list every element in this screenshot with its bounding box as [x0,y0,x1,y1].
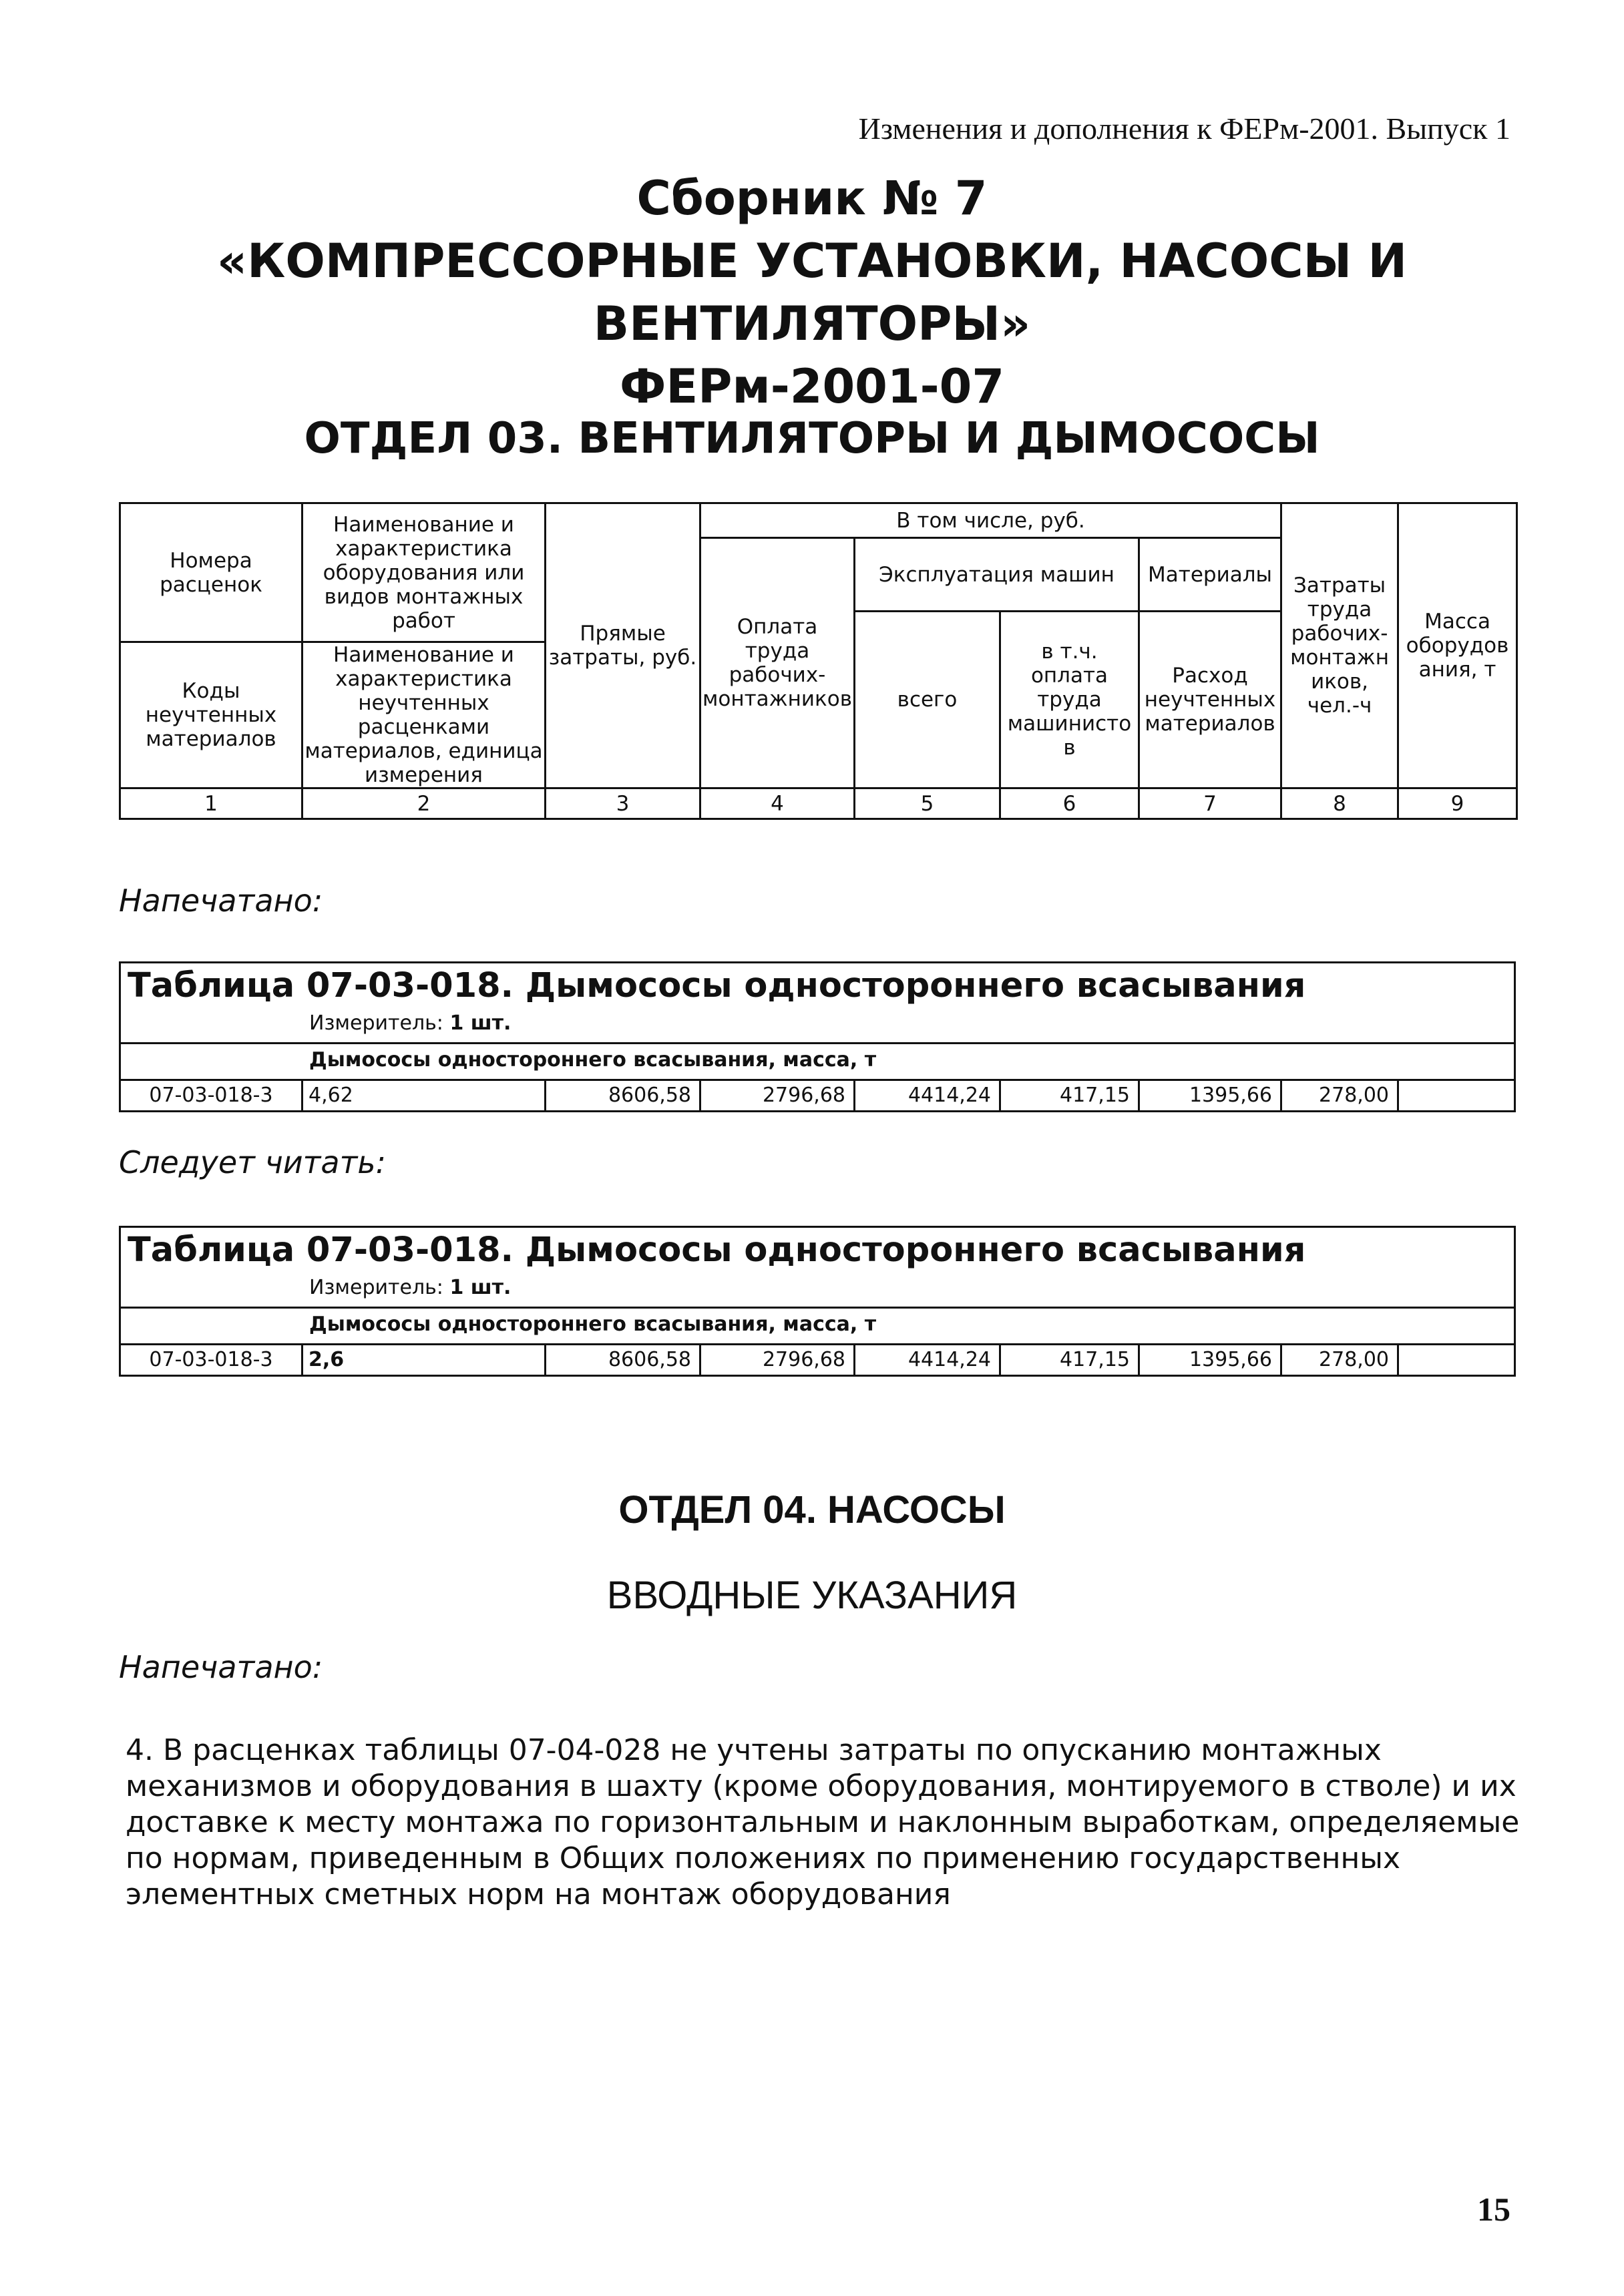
cell-mass [1399,1081,1514,1110]
col-number-8: 8 [1281,788,1398,819]
cell-labor-pay: 2796,68 [701,1081,855,1110]
cell-operator-pay: 417,15 [1001,1345,1140,1375]
cell-mass-param: 2,6 [303,1345,546,1375]
table-printed-unit-label: Измеритель: [309,1011,443,1035]
col-number-7: 7 [1139,788,1281,819]
cell-labor-costs: 278,00 [1282,1081,1399,1110]
running-header: Изменения и дополнения к ФЕРм-2001. Выпуск 1 [858,111,1510,146]
table-printed-subtitle: Дымососы одностороннего всасывания, масса, т [309,1048,877,1072]
header-unaccounted-codes: Коды неучтенных материалов [120,642,302,788]
cell-labor-costs: 278,00 [1282,1345,1399,1375]
cell-mass [1399,1345,1514,1375]
header-materials: Материалы [1139,538,1281,612]
collection-title [0,167,1624,418]
printed-label-2: Напечатано: [119,1649,323,1685]
should-read-label: Следует читать: [119,1144,387,1180]
table-correct-unit-label: Измеритель: [309,1276,443,1299]
cell-operator-pay: 417,15 [1001,1081,1140,1110]
cell-machines-total: 4414,24 [855,1345,1001,1375]
column-header-table [119,502,1518,820]
header-codes: Номера расценок [120,503,302,642]
table-printed-title: Таблица 07-03-018. Дымососы одностороннего всасывания [128,966,1306,1005]
col-number-5: 5 [855,788,1000,819]
col-number-2: 2 [302,788,546,819]
section-03-title: ОТДЕЛ 03. ВЕНТИЛЯТОРЫ И ДЫМОСОСЫ [304,414,1320,463]
header-labor-pay: Оплата труда рабочих-монтажников [700,538,855,788]
section-04-subtitle: ВВОДНЫЕ УКАЗАНИЯ [606,1574,1018,1617]
cell-materials: 1395,66 [1140,1081,1282,1110]
section-04-title: ОТДЕЛ 04. НАСОСЫ [618,1488,1006,1532]
cell-direct-costs: 8606,58 [546,1345,701,1375]
cell-code: 07-03-018-3 [121,1345,303,1375]
cell-materials: 1395,66 [1140,1345,1282,1375]
table-printed [119,961,1516,1112]
header-mass: Масса оборудования, т [1398,503,1517,788]
table-correct [119,1226,1516,1377]
cell-mass-param: 4,62 [303,1081,546,1110]
title-line-3: ВЕНТИЛЯТОРЫ» [593,296,1031,351]
header-labor-costs: Затраты труда рабочих-монтажников, чел.-ч [1281,503,1398,788]
cell-direct-costs: 8606,58 [546,1081,701,1110]
header-unaccounted-names: Наименование и характеристика неучтенных расценками материалов, единица измерения [302,642,546,788]
header-machines: Эксплуатация машин [855,538,1139,612]
table-correct-subtitle: Дымососы одностороннего всасывания, масса, т [309,1313,877,1336]
table-printed-unit-value: 1 шт. [449,1011,512,1035]
table-row [121,1345,1514,1375]
cell-machines-total: 4414,24 [855,1081,1001,1110]
cell-labor-pay: 2796,68 [701,1345,855,1375]
header-operator-pay: в т.ч. оплата труда машинистов [1000,612,1139,788]
col-number-1: 1 [120,788,302,819]
cell-code: 07-03-018-3 [121,1081,303,1110]
header-direct-costs: Прямые затраты, руб. [546,503,700,788]
col-number-9: 9 [1398,788,1517,819]
printed-label: Напечатано: [119,883,323,919]
header-material-consumption: Расход неучтенных материалов [1139,612,1281,788]
paragraph-4: 4. В расценках таблицы 07-04-028 не учтены затраты по опусканию монтажных механизмов и оборудования в шахту (кроме оборудования, монтируемого в стволе) и их доставке к месту монтажа по горизонтальным и наклонным выработкам, определяемые по нормам, приведенным в Общих положениях по применению государственных элементных сметных норм на монтаж оборудования [126,1733,1520,1911]
header-names: Наименование и характеристика оборудования или видов монтажных работ [302,503,546,642]
title-line-1: Сборник № 7 [636,171,988,226]
title-line-4: ФЕРм-2001-07 [619,359,1005,414]
col-number-6: 6 [1000,788,1139,819]
header-total: всего [855,612,1000,788]
table-correct-unit-value: 1 шт. [449,1276,512,1299]
table-correct-title: Таблица 07-03-018. Дымососы одностороннего всасывания [128,1230,1306,1270]
page-number: 15 [1477,2191,1510,2228]
table-row [121,1081,1514,1110]
col-number-3: 3 [546,788,700,819]
header-including: В том числе, руб. [700,503,1281,538]
title-line-2: «КОМПРЕССОРНЫЕ УСТАНОВКИ, НАСОСЫ И [216,234,1408,288]
col-number-4: 4 [700,788,855,819]
